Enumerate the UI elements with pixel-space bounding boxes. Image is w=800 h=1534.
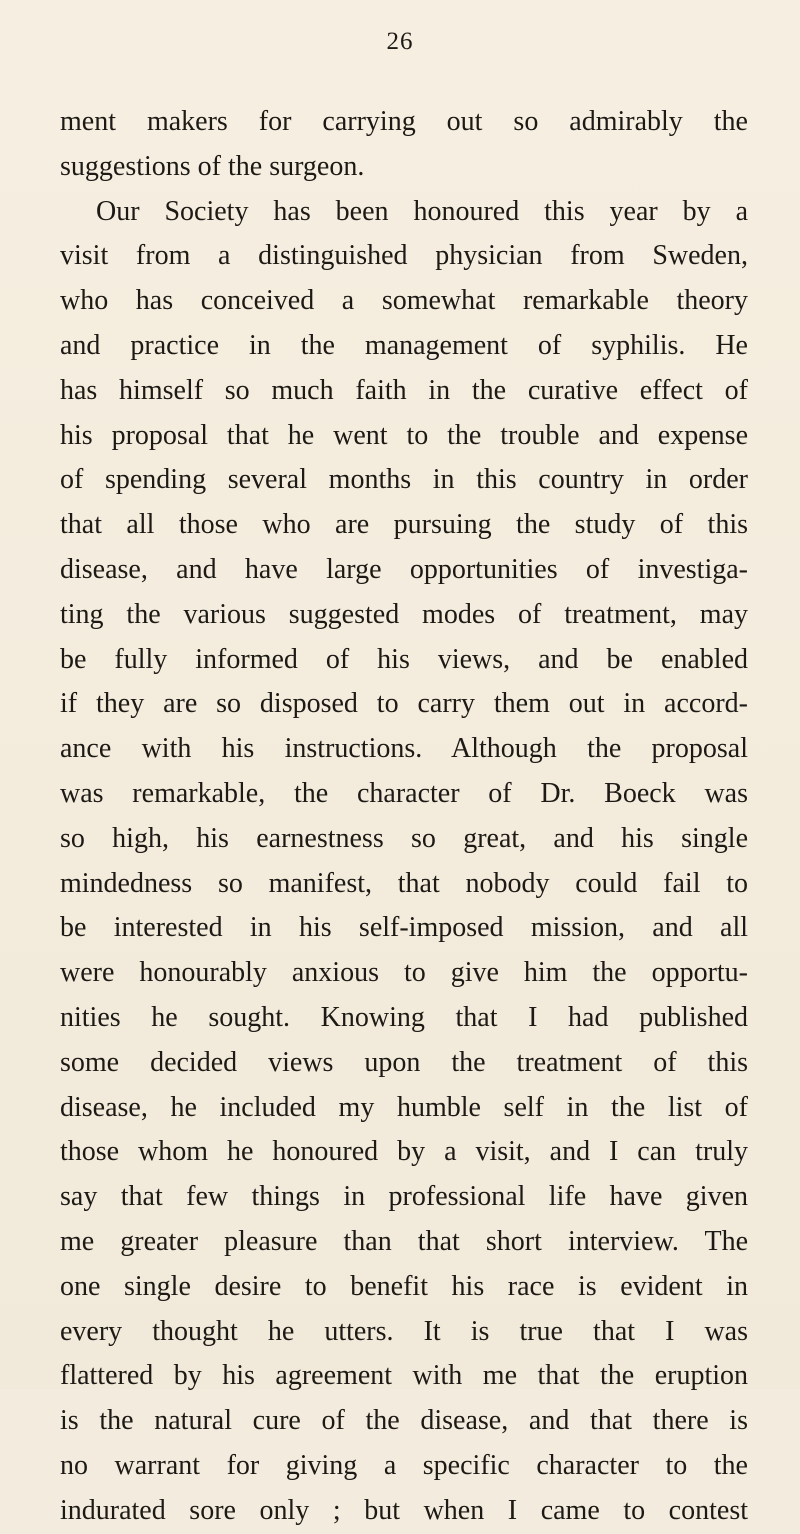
text-line: me greater pleasure than that short interview. The — [60, 1225, 748, 1257]
text-line: and practice in the management of syphilis. He — [60, 329, 748, 361]
text-line: suggestions of the surgeon. — [60, 150, 365, 182]
text-line: if they are so disposed to carry them out in accord- — [60, 688, 748, 720]
text-line: every thought he utters. It is true that I was — [60, 1315, 748, 1347]
text-line: were honourably anxious to give him the opportu- — [60, 957, 748, 989]
text-line: say that few things in professional life have given — [60, 1181, 748, 1213]
text-line: is the natural cure of the disease, and that there is — [60, 1405, 748, 1437]
text-line: be fully informed of his views, and be enabled — [60, 643, 748, 675]
text-line: mindedness so manifest, that nobody could fail to — [60, 867, 748, 899]
text-line: Our Society has been honoured this year by a — [96, 195, 748, 227]
text-line: no warrant for giving a specific character to the — [60, 1449, 748, 1481]
text-line: visit from a distinguished physician from Sweden, — [60, 240, 748, 272]
text-line: ting the various suggested modes of treatment, may — [60, 598, 748, 630]
text-line: of spending several months in this country in order — [60, 464, 748, 496]
text-line: those whom he honoured by a visit, and I can truly — [60, 1136, 748, 1168]
text-line: nities he sought. Knowing that I had published — [60, 1001, 748, 1033]
page-number: 26 — [386, 28, 414, 55]
text-line: so high, his earnestness so great, and his single — [60, 822, 748, 854]
text-line: who has conceived a somewhat remarkable theory — [60, 285, 748, 317]
text-line: has himself so much faith in the curative effect of — [60, 374, 748, 406]
text-line: indurated sore only ; but when I came to contest — [60, 1494, 748, 1526]
text-line: disease, and have large opportunities of investiga- — [60, 553, 748, 585]
text-line: some decided views upon the treatment of this — [60, 1046, 748, 1078]
text-line: be interested in his self-imposed mission, and all — [60, 912, 748, 944]
text-line: disease, he included my humble self in the list of — [60, 1091, 748, 1123]
text-line: flattered by his agreement with me that the eruption — [60, 1360, 748, 1392]
text-line: was remarkable, the character of Dr. Boeck was — [60, 777, 748, 809]
text-line: that all those who are pursuing the study of this — [60, 509, 748, 541]
text-line: ance with his instructions. Although the proposal — [60, 733, 748, 765]
text-line: one single desire to benefit his race is evident in — [60, 1270, 748, 1302]
text-line: ment makers for carrying out so admirably the — [60, 106, 748, 137]
body-text — [60, 100, 748, 1534]
text-line: his proposal that he went to the trouble and expense — [60, 419, 748, 451]
